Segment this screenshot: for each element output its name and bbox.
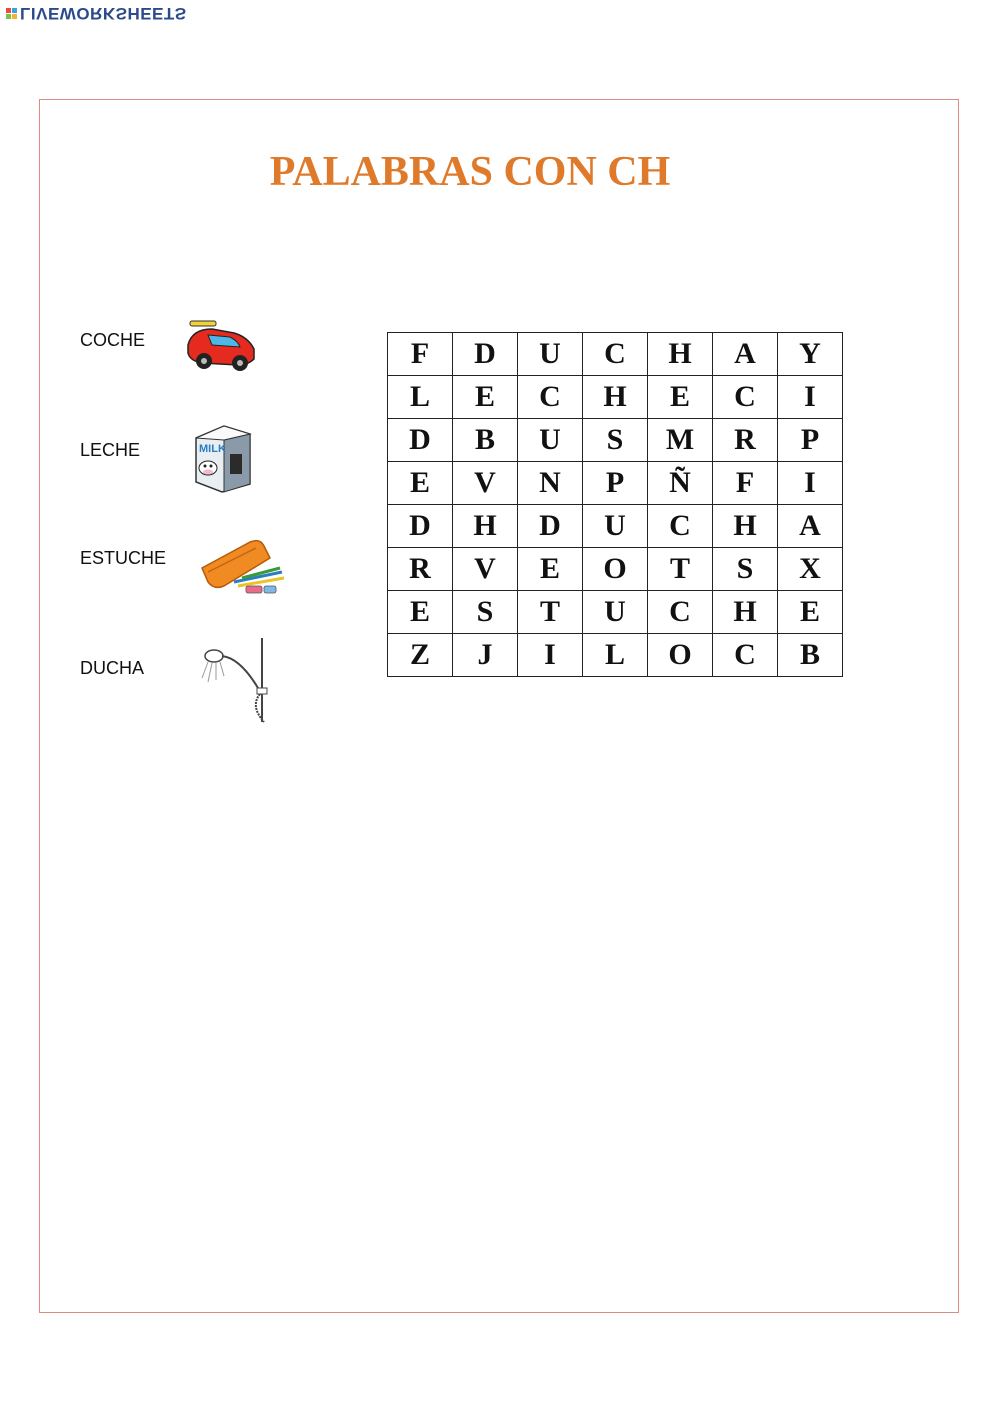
grid-cell[interactable]: D [388, 419, 453, 462]
grid-cell[interactable]: Ñ [648, 462, 713, 505]
svg-text:MILK: MILK [199, 443, 226, 455]
grid-row [388, 548, 843, 591]
grid-cell[interactable]: R [388, 548, 453, 591]
grid-cell[interactable]: L [583, 634, 648, 677]
grid-cell[interactable]: V [453, 548, 518, 591]
grid-cell[interactable]: J [453, 634, 518, 677]
grid-cell[interactable]: C [648, 591, 713, 634]
grid-cell[interactable]: D [453, 333, 518, 376]
grid-cell[interactable]: T [518, 591, 583, 634]
grid-cell[interactable]: N [518, 462, 583, 505]
word-item-coche [80, 315, 310, 415]
grid-cell[interactable]: Y [778, 333, 843, 376]
grid-cell[interactable]: S [453, 591, 518, 634]
grid-cell[interactable]: E [648, 376, 713, 419]
grid-cell[interactable]: R [713, 419, 778, 462]
grid-cell[interactable]: H [713, 591, 778, 634]
grid-cell[interactable]: I [778, 462, 843, 505]
grid-cell[interactable]: Z [388, 634, 453, 677]
grid-cell[interactable]: S [583, 419, 648, 462]
grid-cell[interactable]: O [583, 548, 648, 591]
grid-row [388, 462, 843, 505]
word-item-leche [80, 420, 310, 520]
grid-cell[interactable]: P [778, 419, 843, 462]
grid-cell[interactable]: H [713, 505, 778, 548]
shower-icon [200, 636, 276, 726]
car-icon [182, 315, 262, 379]
grid-row [388, 333, 843, 376]
grid-cell[interactable]: D [518, 505, 583, 548]
grid-cell[interactable]: E [518, 548, 583, 591]
word-item-estuche [80, 520, 310, 620]
milk-carton-icon [190, 420, 256, 494]
grid-cell[interactable]: D [388, 505, 453, 548]
word-item-ducha [80, 630, 310, 730]
grid-cell[interactable]: E [778, 591, 843, 634]
grid-cell[interactable]: A [778, 505, 843, 548]
grid-cell[interactable]: U [583, 505, 648, 548]
grid-cell[interactable]: O [648, 634, 713, 677]
grid-cell[interactable]: U [583, 591, 648, 634]
word-search-grid [387, 332, 843, 677]
word-label: ESTUCHE [80, 548, 167, 568]
grid-row [388, 419, 843, 462]
liveworksheets-logo [6, 2, 187, 24]
logo-text: LIVEWORKSHEETS [20, 4, 187, 23]
grid-cell[interactable]: F [713, 462, 778, 505]
grid-cell[interactable]: U [518, 333, 583, 376]
grid-cell[interactable]: I [778, 376, 843, 419]
grid-row [388, 634, 843, 677]
grid-row [388, 591, 843, 634]
grid-cell[interactable]: C [583, 333, 648, 376]
grid-cell[interactable]: E [453, 376, 518, 419]
grid-cell[interactable]: H [453, 505, 518, 548]
grid-cell[interactable]: F [388, 333, 453, 376]
grid-cell[interactable]: X [778, 548, 843, 591]
pencil-case-icon [198, 528, 290, 598]
grid-cell[interactable]: M [648, 419, 713, 462]
grid-cell[interactable]: H [648, 333, 713, 376]
grid-cell[interactable]: T [648, 548, 713, 591]
grid-cell[interactable]: I [518, 634, 583, 677]
grid-cell[interactable]: C [648, 505, 713, 548]
grid-row [388, 376, 843, 419]
grid-row [388, 505, 843, 548]
grid-cell[interactable]: E [388, 462, 453, 505]
page-title: PALABRAS CON CH [269, 149, 671, 195]
grid-cell[interactable]: P [583, 462, 648, 505]
grid-cell[interactable]: E [388, 591, 453, 634]
grid-cell[interactable]: C [518, 376, 583, 419]
grid-cell[interactable]: L [388, 376, 453, 419]
word-label: COCHE [80, 330, 146, 350]
word-label: DUCHA [80, 658, 145, 678]
logo-squares-icon [6, 8, 17, 19]
grid-cell[interactable]: C [713, 634, 778, 677]
grid-cell[interactable]: B [453, 419, 518, 462]
grid-cell[interactable]: U [518, 419, 583, 462]
grid-cell[interactable]: S [713, 548, 778, 591]
grid-cell[interactable]: B [778, 634, 843, 677]
grid-cell[interactable]: A [713, 333, 778, 376]
grid-cell[interactable]: H [583, 376, 648, 419]
grid-cell[interactable]: C [713, 376, 778, 419]
word-label: LECHE [80, 440, 141, 460]
grid-cell[interactable]: V [453, 462, 518, 505]
